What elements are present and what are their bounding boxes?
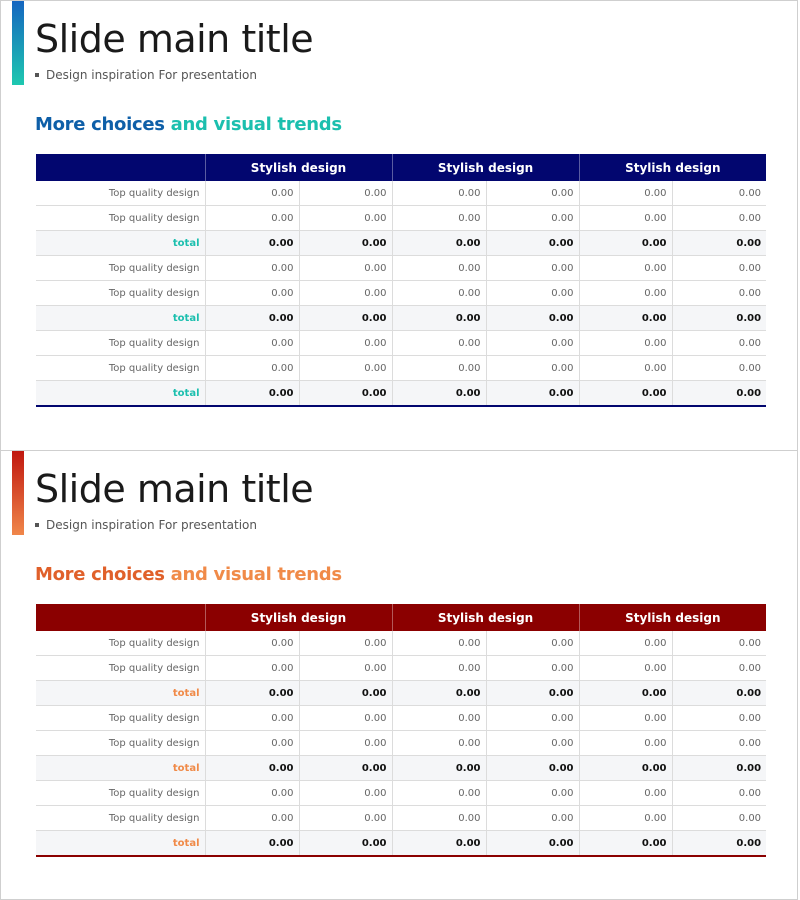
value-cell: 0.00: [392, 731, 486, 756]
table-row: [36, 806, 766, 831]
row-label: total: [36, 831, 205, 857]
value-cell: 0.00: [392, 281, 486, 306]
column-group-header: Stylish design: [205, 154, 392, 181]
heading-part-1: More choices: [35, 564, 165, 585]
value-cell: 0.00: [205, 756, 299, 781]
value-cell: 0.00: [392, 206, 486, 231]
value-cell: 0.00: [392, 356, 486, 381]
row-label: total: [36, 681, 205, 706]
value-cell: 0.00: [205, 231, 299, 256]
table-row: [36, 781, 766, 806]
value-cell: 0.00: [205, 206, 299, 231]
value-cell: 0.00: [579, 256, 672, 281]
value-cell: 0.00: [299, 231, 392, 256]
value-cell: 0.00: [299, 756, 392, 781]
value-cell: 0.00: [486, 231, 579, 256]
value-cell: 0.00: [299, 256, 392, 281]
value-cell: 0.00: [579, 681, 672, 706]
value-cell: 0.00: [486, 356, 579, 381]
value-cell: 0.00: [672, 681, 766, 706]
table-row: [36, 656, 766, 681]
value-cell: 0.00: [392, 331, 486, 356]
value-cell: 0.00: [486, 806, 579, 831]
row-label: Top quality design: [36, 281, 205, 306]
value-cell: 0.00: [205, 831, 299, 857]
subtitle-text: Design inspiration For presentation: [46, 518, 257, 532]
data-table: [36, 604, 766, 857]
table-row: [36, 206, 766, 231]
value-cell: 0.00: [579, 831, 672, 857]
value-cell: 0.00: [299, 331, 392, 356]
slide-title: Slide main title: [35, 467, 314, 511]
header-empty-cell: [36, 604, 205, 631]
table-row: [36, 181, 766, 206]
value-cell: 0.00: [392, 781, 486, 806]
table-row: [36, 331, 766, 356]
column-group-header: Stylish design: [579, 154, 766, 181]
value-cell: 0.00: [486, 306, 579, 331]
value-cell: 0.00: [579, 731, 672, 756]
column-group-header: Stylish design: [392, 154, 579, 181]
row-label: total: [36, 756, 205, 781]
value-cell: 0.00: [579, 706, 672, 731]
value-cell: 0.00: [205, 331, 299, 356]
table-row: [36, 256, 766, 281]
table-header-row: [36, 604, 766, 631]
value-cell: 0.00: [672, 231, 766, 256]
value-cell: 0.00: [205, 706, 299, 731]
value-cell: 0.00: [672, 331, 766, 356]
row-label: Top quality design: [36, 781, 205, 806]
value-cell: 0.00: [672, 281, 766, 306]
value-cell: 0.00: [579, 331, 672, 356]
value-cell: 0.00: [205, 656, 299, 681]
value-cell: 0.00: [672, 356, 766, 381]
bullet-icon: [35, 73, 39, 77]
row-label: total: [36, 231, 205, 256]
value-cell: 0.00: [299, 631, 392, 656]
section-heading: [35, 564, 342, 585]
row-label: Top quality design: [36, 731, 205, 756]
value-cell: 0.00: [299, 306, 392, 331]
value-cell: 0.00: [299, 356, 392, 381]
value-cell: 0.00: [579, 806, 672, 831]
row-label: total: [36, 306, 205, 331]
table-body: [36, 181, 766, 406]
accent-bar: [12, 451, 24, 535]
heading-part-2: and visual trends: [164, 114, 342, 135]
value-cell: 0.00: [579, 281, 672, 306]
value-cell: 0.00: [579, 781, 672, 806]
row-label: Top quality design: [36, 206, 205, 231]
value-cell: 0.00: [299, 381, 392, 407]
value-cell: 0.00: [205, 731, 299, 756]
value-cell: 0.00: [579, 306, 672, 331]
value-cell: 0.00: [392, 231, 486, 256]
row-label: Top quality design: [36, 356, 205, 381]
value-cell: 0.00: [486, 706, 579, 731]
accent-bar: [12, 1, 24, 85]
value-cell: 0.00: [579, 206, 672, 231]
value-cell: 0.00: [672, 756, 766, 781]
row-label: Top quality design: [36, 256, 205, 281]
value-cell: 0.00: [486, 256, 579, 281]
value-cell: 0.00: [486, 731, 579, 756]
value-cell: 0.00: [672, 806, 766, 831]
value-cell: 0.00: [672, 256, 766, 281]
value-cell: 0.00: [579, 756, 672, 781]
value-cell: 0.00: [392, 681, 486, 706]
value-cell: 0.00: [205, 631, 299, 656]
table-row: [36, 356, 766, 381]
row-label: Top quality design: [36, 806, 205, 831]
row-label: Top quality design: [36, 331, 205, 356]
value-cell: 0.00: [672, 381, 766, 407]
value-cell: 0.00: [205, 281, 299, 306]
column-group-header: Stylish design: [579, 604, 766, 631]
value-cell: 0.00: [486, 381, 579, 407]
value-cell: 0.00: [672, 631, 766, 656]
value-cell: 0.00: [672, 831, 766, 857]
slide-subtitle: [35, 518, 257, 532]
value-cell: 0.00: [392, 656, 486, 681]
value-cell: 0.00: [392, 831, 486, 857]
value-cell: 0.00: [392, 631, 486, 656]
value-cell: 0.00: [672, 781, 766, 806]
value-cell: 0.00: [205, 256, 299, 281]
value-cell: 0.00: [486, 756, 579, 781]
row-label: total: [36, 381, 205, 407]
value-cell: 0.00: [205, 806, 299, 831]
table-header-row: [36, 154, 766, 181]
value-cell: 0.00: [299, 656, 392, 681]
section-heading: [35, 114, 342, 135]
subtitle-text: Design inspiration For presentation: [46, 68, 257, 82]
value-cell: 0.00: [392, 306, 486, 331]
table-row: [36, 631, 766, 656]
total-row: [36, 681, 766, 706]
value-cell: 0.00: [392, 181, 486, 206]
value-cell: 0.00: [205, 306, 299, 331]
row-label: Top quality design: [36, 181, 205, 206]
value-cell: 0.00: [579, 356, 672, 381]
heading-part-1: More choices: [35, 114, 165, 135]
data-table: [36, 154, 766, 407]
total-row: [36, 231, 766, 256]
value-cell: 0.00: [672, 181, 766, 206]
value-cell: 0.00: [299, 681, 392, 706]
row-label: Top quality design: [36, 656, 205, 681]
value-cell: 0.00: [579, 181, 672, 206]
value-cell: 0.00: [205, 356, 299, 381]
value-cell: 0.00: [205, 681, 299, 706]
value-cell: 0.00: [486, 631, 579, 656]
heading-part-2: and visual trends: [164, 564, 342, 585]
value-cell: 0.00: [579, 231, 672, 256]
value-cell: 0.00: [392, 256, 486, 281]
slide-subtitle: [35, 68, 257, 82]
column-group-header: Stylish design: [205, 604, 392, 631]
value-cell: 0.00: [205, 781, 299, 806]
total-row: [36, 381, 766, 407]
value-cell: 0.00: [486, 331, 579, 356]
row-label: Top quality design: [36, 706, 205, 731]
total-row: [36, 831, 766, 857]
value-cell: 0.00: [672, 706, 766, 731]
value-cell: 0.00: [299, 731, 392, 756]
table-row: [36, 706, 766, 731]
value-cell: 0.00: [486, 206, 579, 231]
value-cell: 0.00: [486, 781, 579, 806]
value-cell: 0.00: [392, 806, 486, 831]
table-row: [36, 731, 766, 756]
value-cell: 0.00: [579, 381, 672, 407]
value-cell: 0.00: [672, 206, 766, 231]
value-cell: 0.00: [486, 281, 579, 306]
value-cell: 0.00: [299, 806, 392, 831]
slide-2: [0, 450, 798, 900]
value-cell: 0.00: [486, 181, 579, 206]
value-cell: 0.00: [672, 656, 766, 681]
value-cell: 0.00: [486, 831, 579, 857]
bullet-icon: [35, 523, 39, 527]
value-cell: 0.00: [579, 631, 672, 656]
table-body: [36, 631, 766, 856]
value-cell: 0.00: [579, 656, 672, 681]
value-cell: 0.00: [672, 306, 766, 331]
total-row: [36, 756, 766, 781]
value-cell: 0.00: [299, 831, 392, 857]
slide-1: [0, 0, 798, 451]
column-group-header: Stylish design: [392, 604, 579, 631]
value-cell: 0.00: [672, 731, 766, 756]
header-empty-cell: [36, 154, 205, 181]
value-cell: 0.00: [299, 706, 392, 731]
value-cell: 0.00: [299, 206, 392, 231]
value-cell: 0.00: [205, 381, 299, 407]
total-row: [36, 306, 766, 331]
value-cell: 0.00: [486, 656, 579, 681]
value-cell: 0.00: [299, 181, 392, 206]
value-cell: 0.00: [299, 281, 392, 306]
slide-title: Slide main title: [35, 17, 314, 61]
value-cell: 0.00: [299, 781, 392, 806]
value-cell: 0.00: [392, 706, 486, 731]
row-label: Top quality design: [36, 631, 205, 656]
value-cell: 0.00: [392, 756, 486, 781]
value-cell: 0.00: [205, 181, 299, 206]
table-row: [36, 281, 766, 306]
value-cell: 0.00: [486, 681, 579, 706]
value-cell: 0.00: [392, 381, 486, 407]
